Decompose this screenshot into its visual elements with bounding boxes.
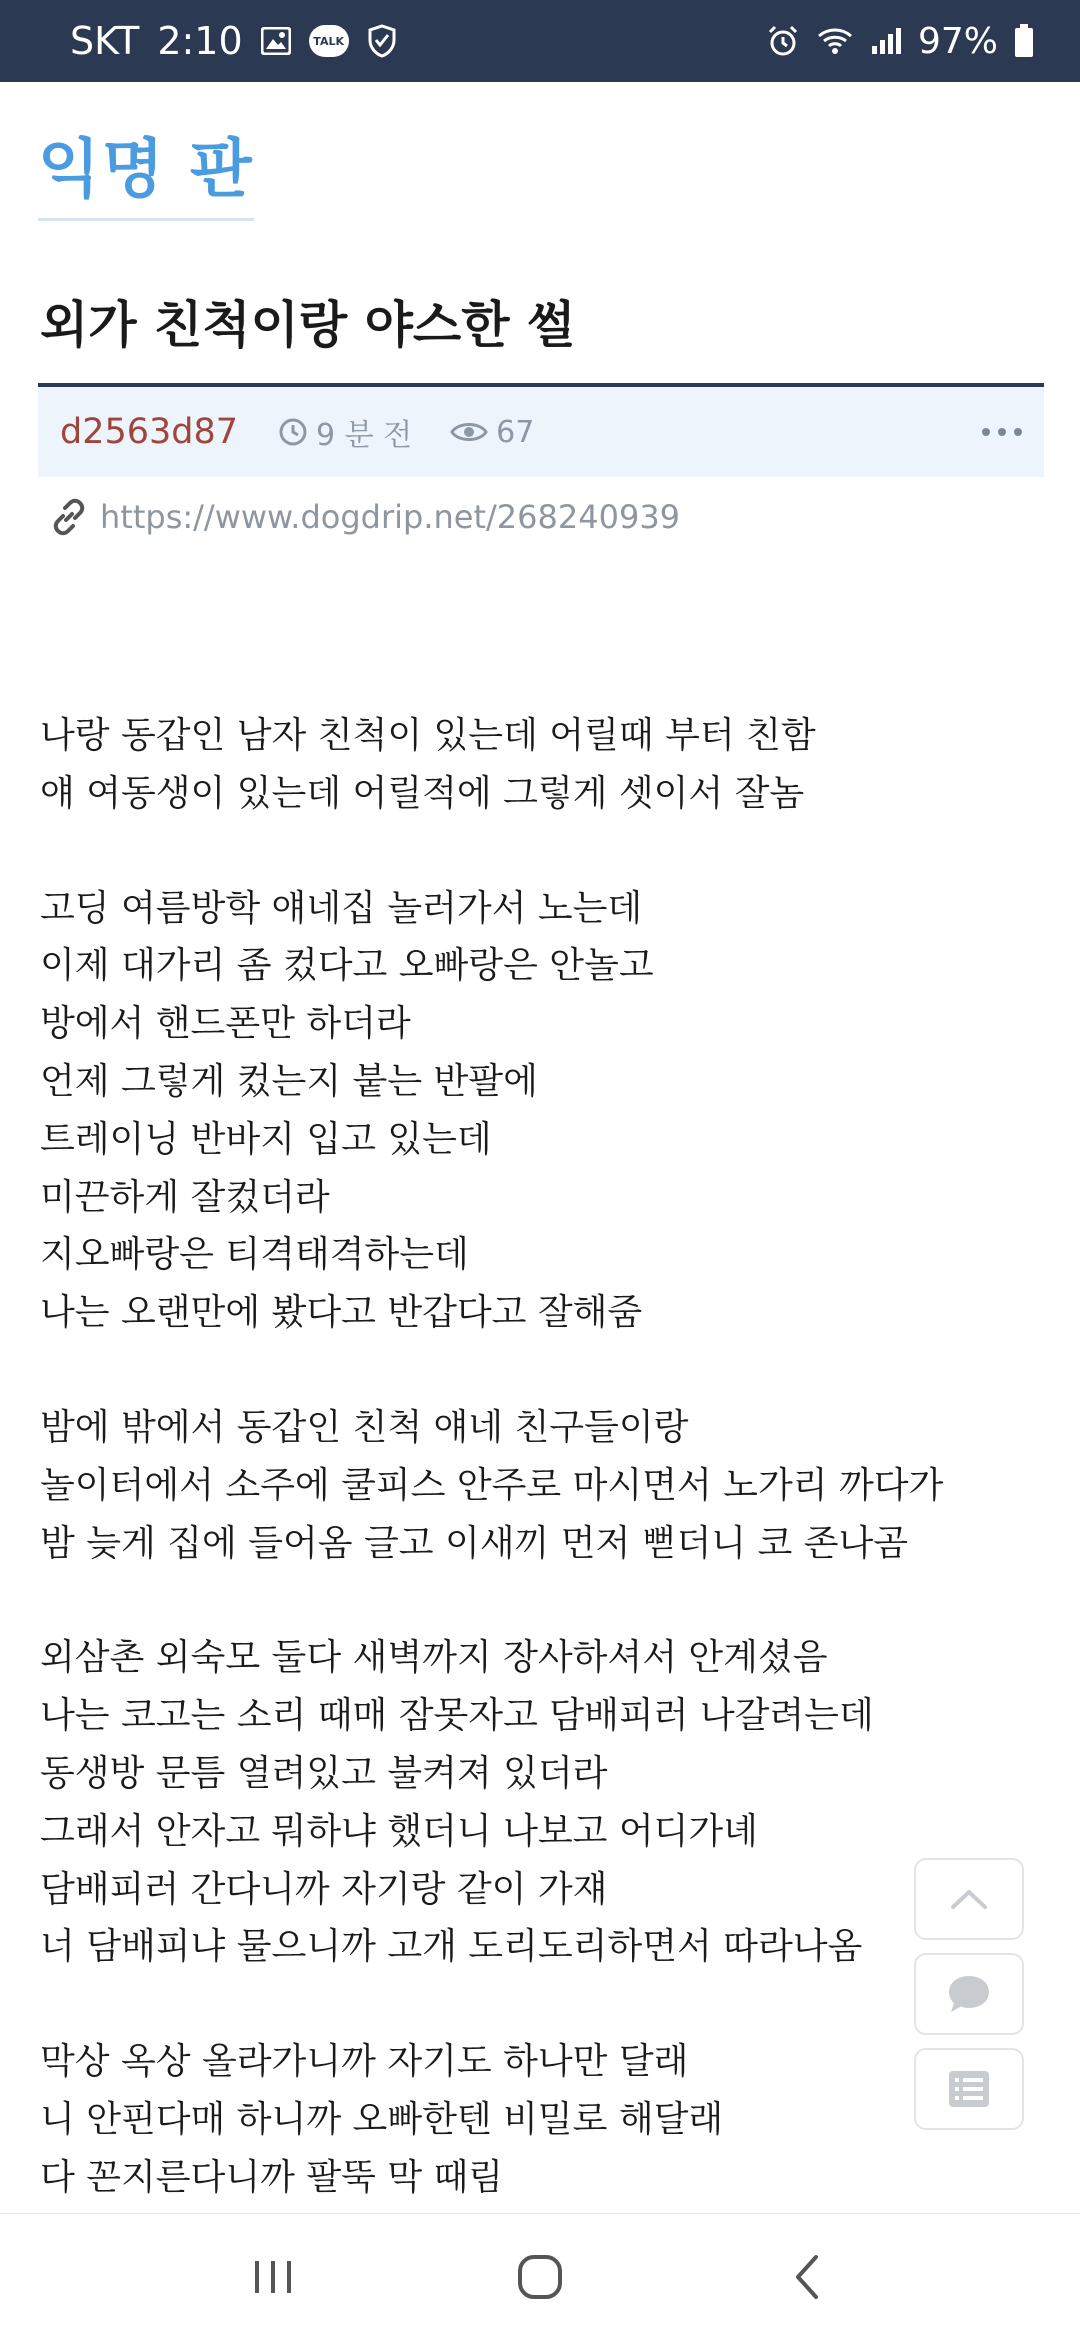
body-line: 고딩 여름방학 얘네집 놀러가서 노는데 [40, 887, 643, 929]
board-title[interactable]: 익명 판 [38, 118, 254, 221]
paragraph [40, 707, 940, 823]
body-line: 막상 옥상 올라가니까 자기도 하나만 달래 [40, 2041, 689, 2083]
body-line: 외삼촌 외숙모 둘다 새벽까지 장사하셔서 안계셨음 [40, 1637, 828, 1679]
alarm-icon [766, 24, 800, 58]
kakaotalk-icon: TALK [309, 25, 349, 57]
chat-bubble-icon [945, 1972, 993, 2016]
chevron-up-icon [949, 1887, 989, 1911]
scroll-top-button[interactable] [914, 1858, 1024, 1940]
recent-apps-button[interactable] [213, 2227, 333, 2327]
post-body [40, 707, 944, 2264]
body-line: 다 꼰지른다니까 팔뚝 막 때림 [40, 2156, 504, 2198]
clock: 2:10 [157, 19, 243, 63]
post-time [278, 410, 412, 454]
time-ago-text: 9 분 전 [316, 418, 413, 453]
back-button[interactable] [747, 2227, 867, 2327]
post-title: 외가 친척이랑 야스한 썰 [40, 296, 576, 354]
body-line: 담배피러 간다니까 자기랑 같이 가쟤 [40, 1868, 608, 1910]
battery-icon [1014, 24, 1034, 58]
body-line: 나랑 동갑인 남자 친척이 있는데 어릴때 부터 친함 [40, 715, 816, 756]
post-link[interactable] [50, 498, 680, 536]
more-options-icon[interactable] [982, 428, 1022, 436]
paragraph [40, 1629, 940, 1976]
body-line: 밤 늦게 집에 들어옴 글고 이새끼 먼저 뻗더니 코 존나곰 [40, 1522, 909, 1564]
views-text: 67 [496, 414, 535, 450]
post-link-text[interactable]: https://www.dogdrip.net/268240939 [100, 498, 681, 536]
paragraph [40, 2033, 940, 2206]
body-line: 미끈하게 잘컸더라 [40, 1176, 330, 1218]
home-button[interactable] [480, 2227, 600, 2327]
view-count [450, 415, 534, 450]
list-icon [947, 2069, 991, 2109]
shield-icon [367, 24, 397, 58]
author-name[interactable]: d2563d87 [60, 412, 239, 452]
body-line: 방에서 핸드폰만 하더라 [40, 1003, 411, 1045]
body-line: 동생방 문틈 열려있고 불켜져 있더라 [40, 1752, 608, 1794]
carrier-label: SKT [70, 19, 140, 63]
home-icon [516, 2253, 564, 2301]
recent-apps-icon [251, 2257, 295, 2297]
list-button[interactable] [914, 2048, 1024, 2130]
system-nav-bar [0, 2213, 1080, 2340]
link-icon [50, 498, 88, 536]
back-icon [792, 2253, 822, 2301]
status-bar [0, 0, 1080, 82]
gallery-icon [261, 27, 291, 55]
body-line: 니 안핀다매 하니까 오빠한텐 비밀로 해달래 [40, 2098, 724, 2140]
body-line: 너 담배피냐 물으니까 고개 도리도리하면서 따라나옴 [40, 1926, 863, 1968]
paragraph [40, 1399, 944, 1572]
post-meta-bar [38, 383, 1044, 477]
clock-icon [278, 417, 308, 447]
eye-icon [450, 419, 488, 445]
body-line: 얘 여동생이 있는데 어릴적에 그렇게 셋이서 잘놈 [40, 772, 805, 814]
body-line: 나는 코고는 소리 때매 잠못자고 담배피러 나갈려는데 [40, 1695, 874, 1737]
body-line: 지오빠랑은 티격태격하는데 [40, 1234, 469, 1276]
signal-icon [870, 26, 902, 56]
body-line: 트레이닝 반바지 입고 있는데 [40, 1118, 492, 1160]
body-line: 언제 그렇게 컸는지 붙는 반팔에 [40, 1060, 538, 1102]
paragraph [40, 880, 940, 1342]
body-line: 놀이터에서 소주에 쿨피스 안주로 마시면서 노가리 까다가 [40, 1464, 944, 1506]
body-line: 밤에 밖에서 동갑인 친척 얘네 친구들이랑 [40, 1406, 689, 1448]
body-line: 나는 오랜만에 봤다고 반갑다고 잘해줌 [40, 1292, 643, 1334]
battery-percent: 97% [917, 20, 998, 62]
body-line: 그래서 안자고 뭐하냐 했더니 나보고 어디가녜 [40, 1810, 758, 1852]
body-line: 이제 대가리 좀 컸다고 오빠랑은 안놀고 [40, 945, 654, 987]
comments-button[interactable] [914, 1953, 1024, 2035]
wifi-icon [816, 26, 854, 56]
